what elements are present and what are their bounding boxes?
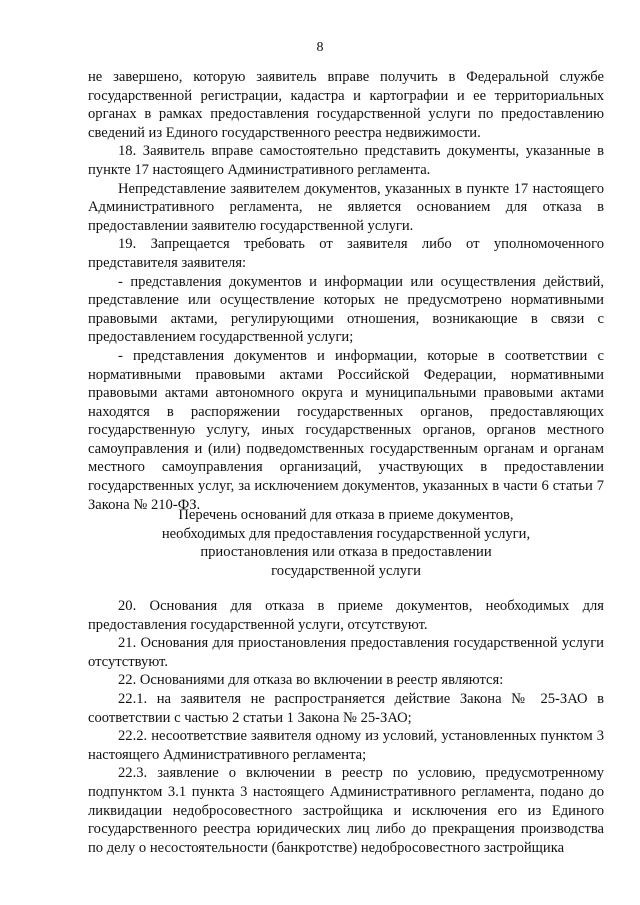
paragraph-20: 20. Основания для отказа в приеме документов, необходимых для предоставления государственной услуги, отсутствуют.	[88, 598, 604, 633]
paragraph-18: 18. Заявитель вправе самостоятельно представить документы, указанные в пункте 17 настоящего Административного регламента.	[88, 143, 604, 178]
paragraph-21: 21. Основания для приостановления предоставления государственной услуги отсутствуют.	[88, 635, 604, 670]
paragraph-19: 19. Запрещается требовать от заявителя либо от уполномоченного представителя заявителя:	[88, 236, 604, 271]
page-number: 8	[316, 40, 324, 55]
paragraph-22-1: 22.1. на заявителя не распространяется действие Закона № 25-ЗАО в соответствии с частью 2 статьи 1 Закона № 25-ЗАО;	[88, 690, 604, 726]
paragraph-22-3: 22.3. заявление о включении в реестр по условию, предусмотренному подпунктом 3.1 пункта 3 настоящего Административного регламента, подано до ликвидации недобросовестного застройщика и исключения его из Единого государственного реестра юридических лиц либо до прекращения производства по делу о несостоятельности (банкротстве) недобросовестного застройщика	[88, 765, 604, 856]
heading-line-3: приостановления или отказа в предоставлении	[200, 544, 492, 561]
top-text-block	[88, 68, 604, 514]
paragraph-19-item-2: - представления документов и информации, которые в соответствии с нормативными правовыми актами Российской Федерации, нормативными правовыми актами автономного округа и муниципальными правовыми актами находятся в распоряжении государственных органов, предоставляющих государственную услугу, иных государственных органов, органов местного самоуправления и (или) подведомственных государственным органам и органам местного самоуправления организаций, участвующих в предоставлении государственных услуг, за исключением документов, указанных в части 6 статьи 7 Закона № 210-ФЗ.	[88, 347, 604, 513]
bottom-text-block	[88, 597, 604, 857]
paragraph-continuation: не завершено, которую заявитель вправе получить в Федеральной службе государственной регистрации, кадастра и картографии и ее территориальных органах в рамках предоставления государственной услуги по предоставлению сведений из Единого государственного реестра недвижимости.	[88, 69, 604, 141]
paragraph-22: 22. Основаниями для отказа во включении в реестр являются:	[118, 672, 504, 689]
paragraph-non-submission: Непредставление заявителем документов, указанных в пункте 17 настоящего Административного регламента, не является основанием для отказа в предоставлении заявителю государственной услуги.	[88, 180, 604, 234]
paragraph-19-item-1: - представления документов и информации или осуществления действий, представление или осуществление которых не предусмотрено нормативными правовыми актами, регулирующими отношения, возникающие в связи с предоставлением государственной услуги;	[88, 273, 604, 346]
paragraph-22-2: 22.2. несоответствие заявителя одному из условий, установленных пунктом 3 настоящего Административного регламента;	[88, 728, 604, 763]
section-heading	[88, 506, 604, 580]
heading-line-4: государственной услуги	[271, 562, 421, 579]
heading-line-2: необходимых для предоставления государственной услуги,	[161, 525, 531, 542]
heading-line-1: Перечень оснований для отказа в приеме документов,	[178, 507, 514, 523]
